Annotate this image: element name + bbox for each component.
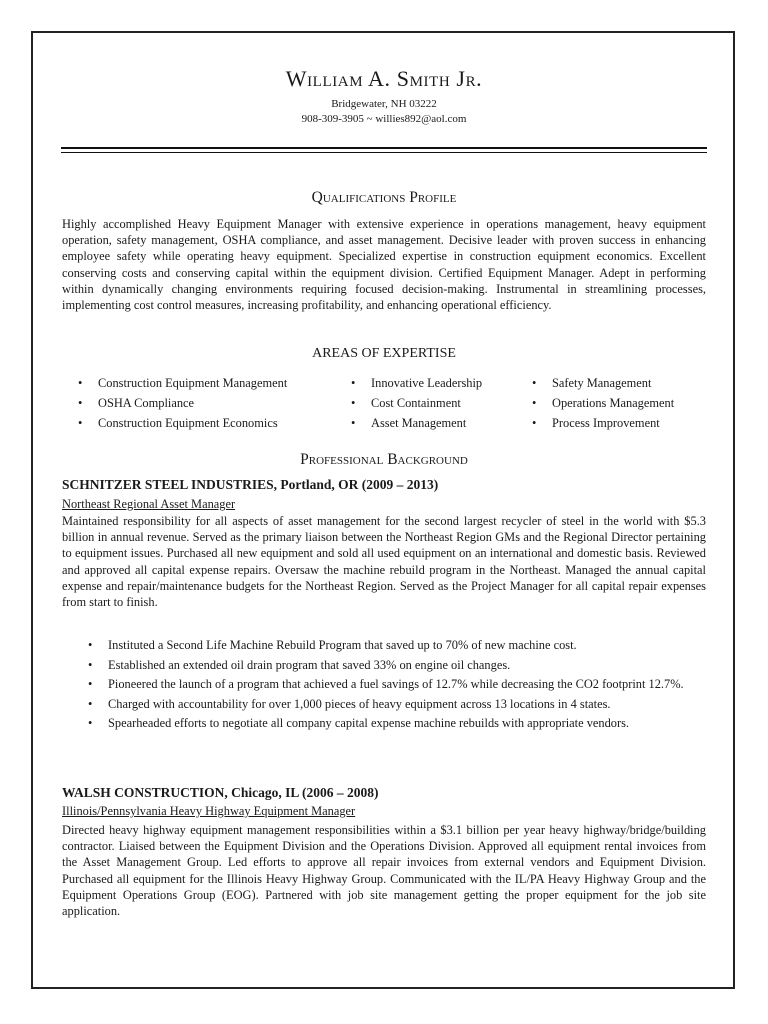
expertise-item: • Operations Management: [532, 396, 674, 416]
job-company: [62, 477, 438, 493]
expertise-item: • Construction Equipment Economics: [78, 416, 287, 436]
job-description: Directed heavy highway equipment management responsibilities within a $3.1 billion per year heavy highway/bridge/building contractor. Liaised between the Equipment Division and the Operations Division. Approved all equipment rental invoices from the Asset Management Group. Led efforts to approve all repair invoices from external vendors and Equipment Division. Purchased all equipment for the Illinois Heavy Highway Group. Communicated with the IL/PA Heavy Highway Group and the Equipment Operations Group (EOG). Partnered with job site management getting the proper equipment for the job site application.: [62, 823, 706, 919]
expertise-item: • Safety Management: [532, 376, 674, 396]
address-line: Bridgewater, NH 03222: [331, 98, 437, 110]
qualifications-heading: Qualifications Profile: [311, 189, 457, 206]
background-heading: Professional Background: [300, 451, 468, 468]
expertise-item: • OSHA Compliance: [78, 396, 287, 416]
company-name: WALSH CONSTRUCTION,: [62, 785, 228, 800]
expertise-item: • Asset Management: [351, 416, 482, 436]
expertise-item: • Construction Equipment Management: [78, 376, 287, 396]
header-divider-thin: [61, 152, 707, 153]
achievement-item: • Established an extended oil drain program that saved 33% on engine oil changes.: [88, 657, 708, 673]
company-location-dates: Chicago, IL (2006 – 2008): [231, 785, 379, 800]
expertise-item: • Cost Containment: [351, 396, 482, 416]
achievement-item: • Instituted a Second Life Machine Rebuild Program that saved up to 70% of new machine cost.: [88, 637, 708, 653]
expertise-item: • Innovative Leadership: [351, 376, 482, 396]
job-title: Illinois/Pennsylvania Heavy Highway Equipment Manager: [62, 804, 356, 818]
achievement-item: • Charged with accountability for over 1,000 pieces of heavy equipment across 13 locations in 4 states.: [88, 696, 708, 712]
company-location-dates: Portland, OR (2009 – 2013): [280, 477, 439, 492]
candidate-name: William A. Smith Jr.: [285, 66, 483, 91]
expertise-heading: AREAS OF EXPERTISE: [312, 346, 456, 361]
job-company: [62, 785, 379, 801]
contact-line: 908-309-3905 ~ willies892@aol.com: [301, 113, 467, 125]
company-name: SCHNITZER STEEL INDUSTRIES,: [62, 477, 277, 492]
header-divider-thick: [61, 147, 707, 149]
expertise-column-2: [351, 376, 482, 435]
expertise-column-1: [78, 376, 287, 435]
achievement-item: • Spearheaded efforts to negotiate all company capital expense machine rebuilds with appropriate vendors.: [88, 715, 708, 731]
achievement-item: • Pioneered the launch of a program that achieved a fuel savings of 12.7% while decreasing the CO2 footprint 12.7%.: [88, 676, 708, 692]
expertise-item: • Process Improvement: [532, 416, 674, 436]
expertise-column-3: [532, 376, 674, 435]
job-description: Maintained responsibility for all aspects of asset management for the second largest recycler of steel in the world with $5.3 billion in annual revenue. Served as the primary liaison between the Northeast Region GMs and the Regional Director pertaining to equipment issues. Purchased all new equipment and sold all used equipment on an international and domestic basis. Reviewed and approved all capital expense repairs. Oversaw the machine rebuild program in the Northeast. Managed the annual capital expense and repair/maintenance budgets for the Northeast Region. Served as the Project Manager for all capital repair expenses from start to finish.: [62, 514, 706, 610]
job-title: Northeast Regional Asset Manager: [62, 497, 236, 511]
job-achievements: [88, 637, 708, 735]
qualifications-text: Highly accomplished Heavy Equipment Manager with extensive experience in operations management, heavy equipment operation, safety management, OSHA compliance, and asset management. Decisive leader with proven success in enhancing employee safety while operating heavy equipment. Specialized expertise in construction equipment economics. Excellent conserving costs and conserving capital within the equipment division. Certified Equipment Manager. Adept in performing within dynamically changing environments requiring focused decision-making. Instrumental in streamlining processes, implementing cost control measures, increasing profitability, and enhancing operational efficiency.: [62, 217, 706, 313]
